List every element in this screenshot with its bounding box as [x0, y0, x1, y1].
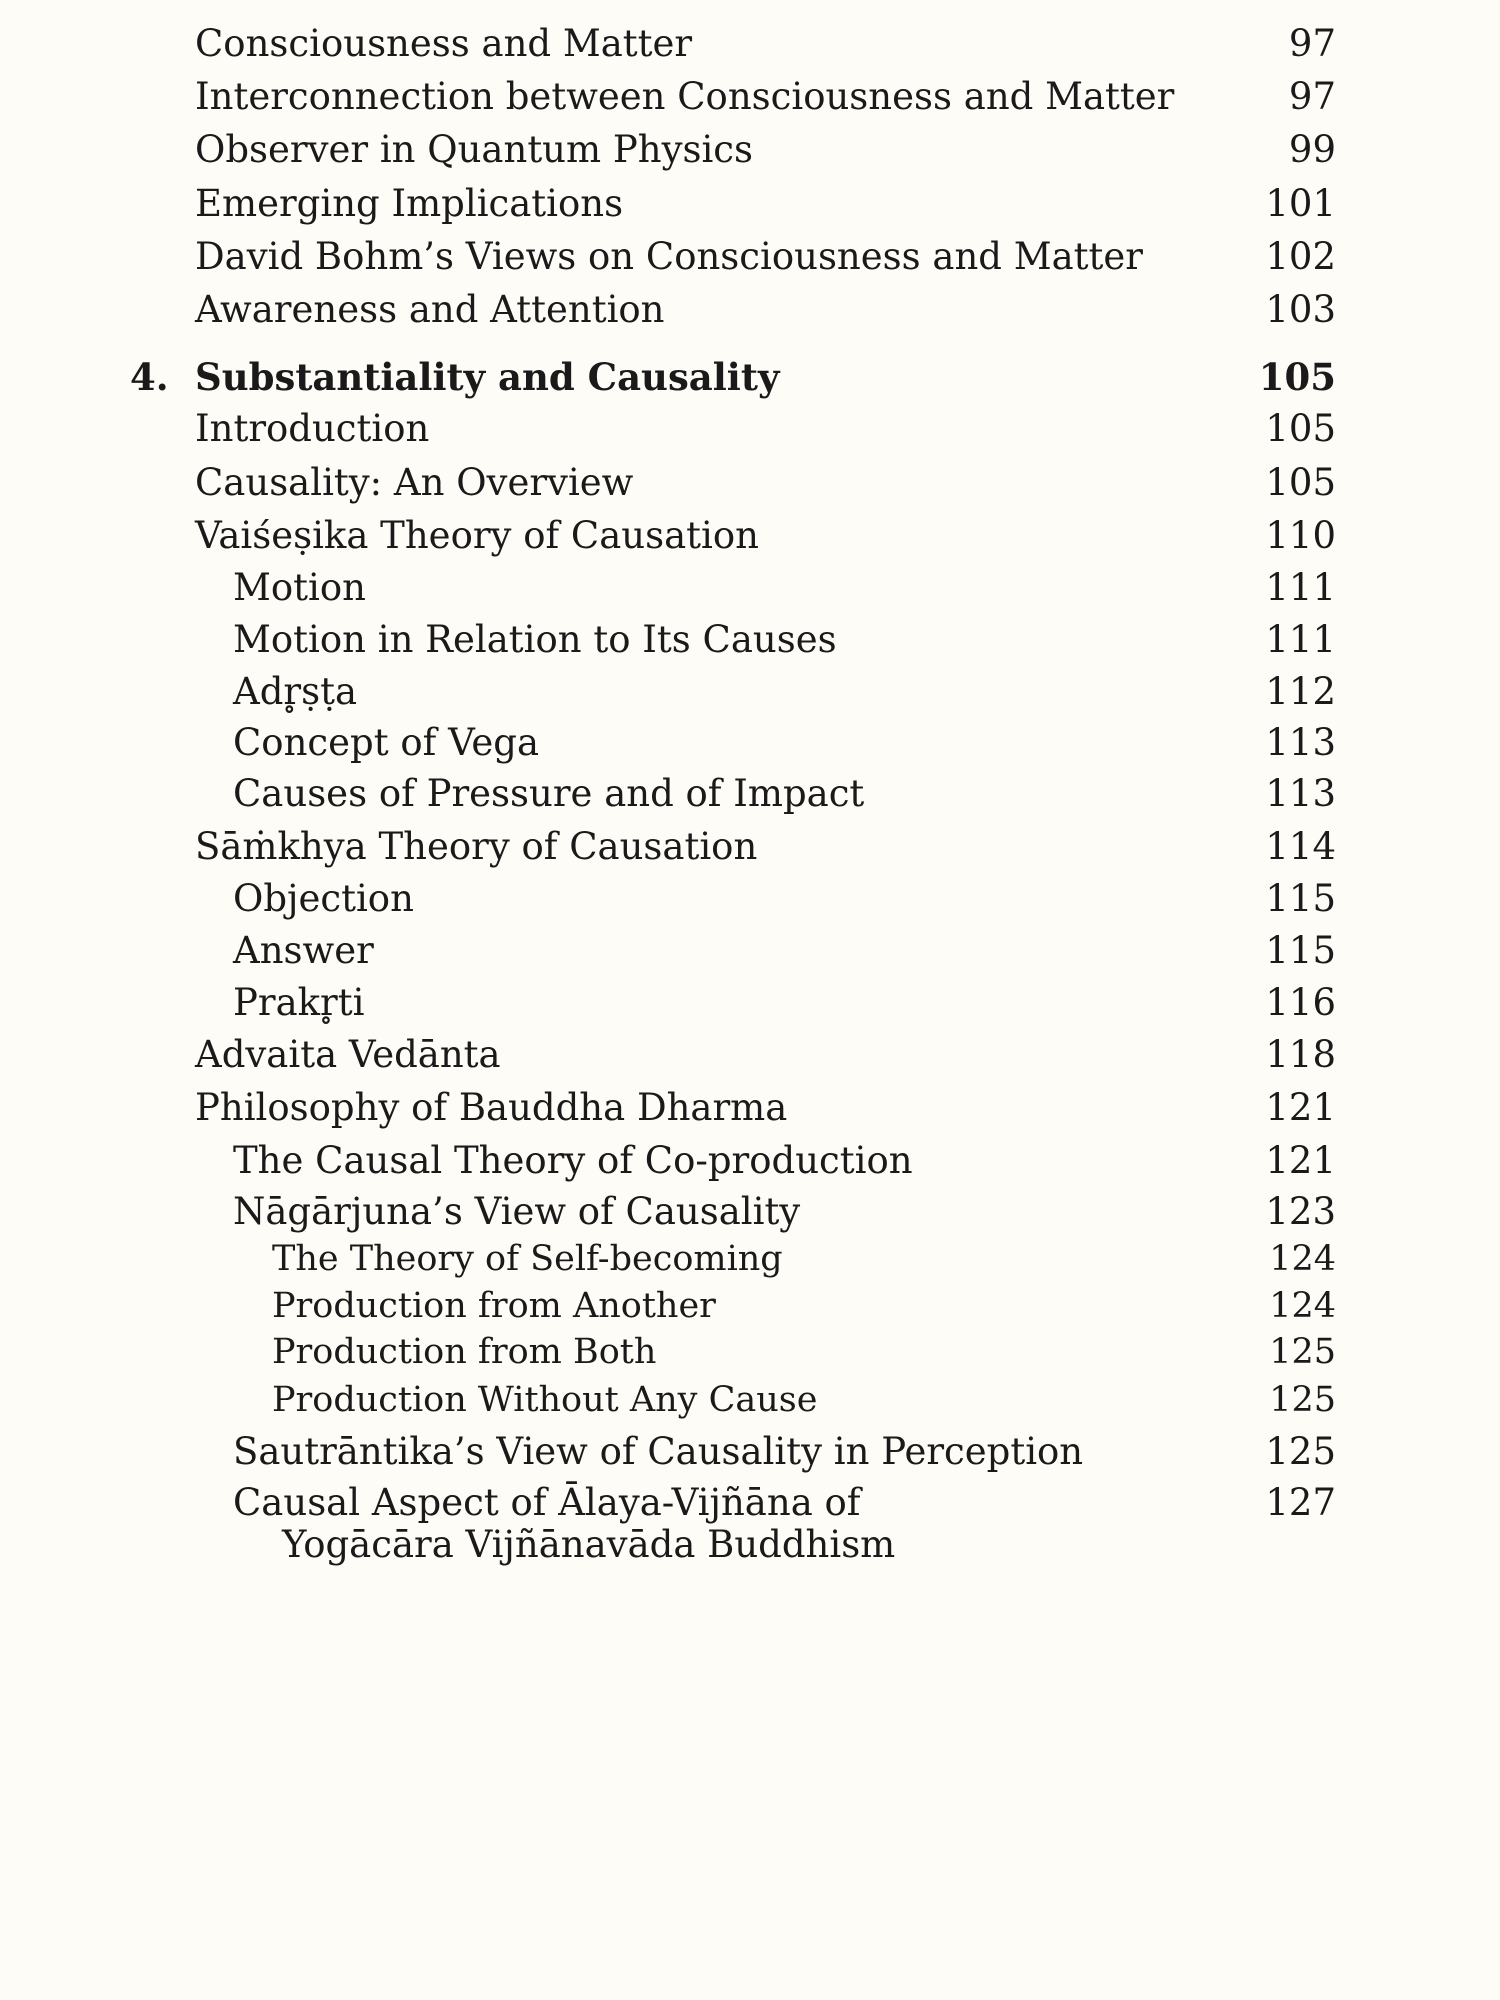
- page-number: 115: [1265, 877, 1336, 920]
- entry-title: Awareness and Attention: [195, 288, 665, 331]
- page-number: 121: [1265, 1139, 1336, 1182]
- page-number: 112: [1265, 670, 1336, 713]
- page-number: 113: [1265, 721, 1336, 764]
- entry-title: Philosophy of Bauddha Dharma: [195, 1086, 788, 1129]
- toc-entry: [0, 120, 1500, 180]
- entry-title: Production Without Any Cause: [272, 1380, 818, 1420]
- toc-entry: [0, 764, 1500, 824]
- toc-entry: [0, 14, 1500, 74]
- entry-title: Sautrāntika’s View of Causality in Perception: [233, 1430, 1084, 1473]
- entry-title: Sāṁkhya Theory of Causation: [195, 825, 758, 868]
- page-number: 102: [1265, 235, 1336, 278]
- entry-title: Causes of Pressure and of Impact: [233, 772, 865, 815]
- entry-title: Causal Aspect of Ālaya-Vijñāna of: [233, 1481, 861, 1524]
- entry-title: Production from Another: [272, 1286, 716, 1326]
- entry-title: Prakr̥ti: [233, 981, 365, 1024]
- entry-title: Concept of Vega: [233, 721, 540, 764]
- page-number: 116: [1265, 981, 1336, 1024]
- toc-entry: [0, 558, 1500, 618]
- page-number: 105: [1265, 407, 1336, 450]
- page-number: 110: [1265, 514, 1336, 557]
- entry-title: Motion: [233, 566, 366, 609]
- entry-title: Objection: [233, 877, 414, 920]
- page-number: 125: [1269, 1380, 1336, 1420]
- entry-title: Interconnection between Consciousness and Matter: [195, 75, 1175, 118]
- entry-title: Emerging Implications: [195, 182, 624, 225]
- entry-title: Production from Both: [272, 1332, 657, 1372]
- page-number: 114: [1265, 825, 1336, 868]
- toc-entry: [0, 453, 1500, 513]
- page-number: 97: [1288, 22, 1336, 65]
- entry-title: Yogācāra Vijñānavāda Buddhism: [282, 1523, 896, 1566]
- toc-entry: [0, 399, 1500, 459]
- page-number: 111: [1265, 618, 1336, 661]
- entry-title: Nāgārjuna’s View of Causality: [233, 1190, 801, 1233]
- entry-title: Causality: An Overview: [195, 461, 634, 504]
- page-number: 125: [1269, 1332, 1336, 1372]
- toc-entry: [0, 610, 1500, 670]
- page-number: 99: [1288, 128, 1336, 171]
- entry-title: David Bohm’s Views on Consciousness and Matter: [195, 235, 1143, 278]
- toc-entry: [0, 67, 1500, 127]
- page-number: 127: [1265, 1481, 1336, 1524]
- entry-title: Consciousness and Matter: [195, 22, 693, 65]
- page-number: 121: [1265, 1086, 1336, 1129]
- toc-entry: [0, 921, 1500, 981]
- page-number: 115: [1265, 929, 1336, 972]
- toc-entry: [0, 1370, 1500, 1430]
- toc-entry: [0, 817, 1500, 877]
- page-number: 125: [1265, 1430, 1336, 1473]
- entry-title: Vaiśeṣika Theory of Causation: [195, 514, 759, 557]
- page-number: 103: [1265, 288, 1336, 331]
- page-number: 105: [1258, 355, 1336, 399]
- entry-title: Motion in Relation to Its Causes: [233, 618, 837, 661]
- page-number: 113: [1265, 772, 1336, 815]
- toc-entry: [0, 174, 1500, 234]
- page-number: 124: [1269, 1286, 1336, 1326]
- page-number: 124: [1269, 1239, 1336, 1279]
- page-number: 111: [1265, 566, 1336, 609]
- page-number: 123: [1265, 1190, 1336, 1233]
- entry-title: Adr̥ṣṭa: [233, 670, 358, 713]
- toc-entry: [0, 973, 1500, 1033]
- entry-title: Observer in Quantum Physics: [195, 128, 754, 171]
- chapter-heading: [0, 347, 1500, 407]
- page-number: 118: [1265, 1033, 1336, 1076]
- entry-title: Introduction: [195, 407, 430, 450]
- toc-entry: [0, 1515, 1500, 1575]
- toc-entry: [0, 1078, 1500, 1138]
- entry-title: The Theory of Self-becoming: [272, 1239, 783, 1279]
- toc-entry: [0, 869, 1500, 929]
- page-number: 105: [1265, 461, 1336, 504]
- entry-title: Answer: [233, 929, 374, 972]
- entry-title: The Causal Theory of Co-production: [233, 1139, 913, 1182]
- entry-title: Advaita Vedānta: [195, 1033, 501, 1076]
- page-number: 101: [1265, 182, 1336, 225]
- entry-title: Substantiality and Causality: [195, 355, 780, 399]
- toc-entry: [0, 280, 1500, 340]
- toc-entry: [0, 227, 1500, 287]
- toc-entry: [0, 1025, 1500, 1085]
- page-number: 97: [1288, 75, 1336, 118]
- toc-entry: [0, 506, 1500, 566]
- chapter-number: 4.: [130, 355, 169, 399]
